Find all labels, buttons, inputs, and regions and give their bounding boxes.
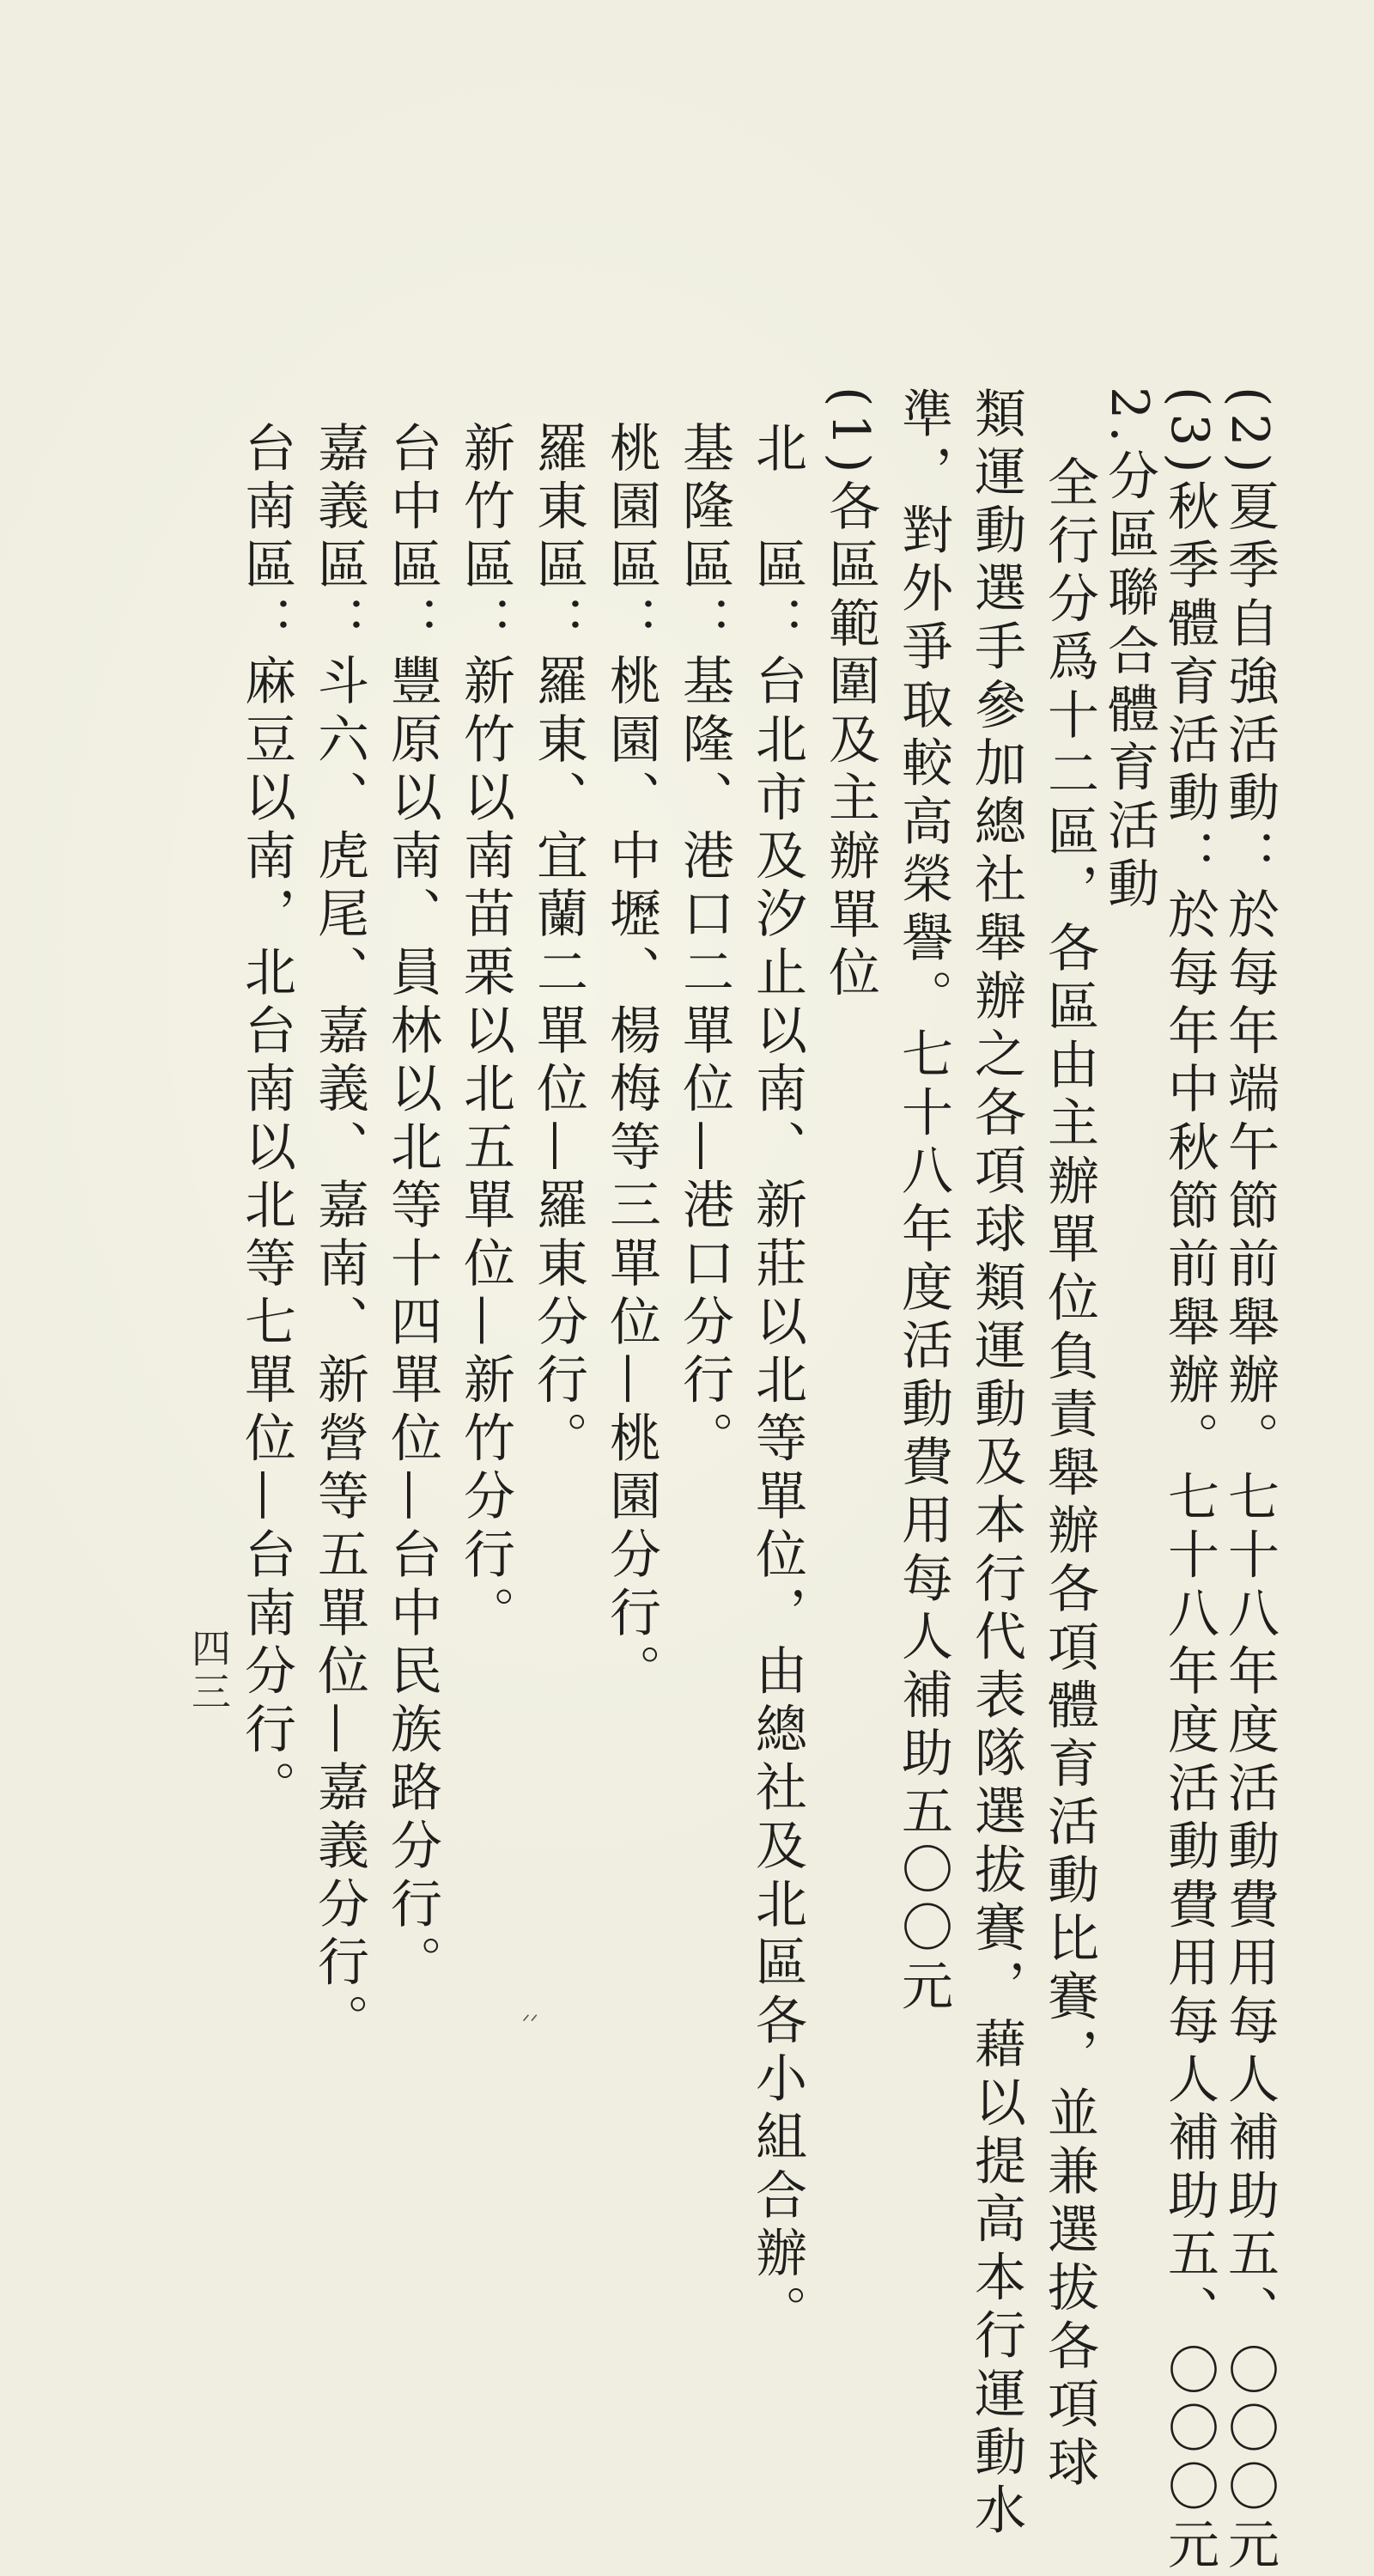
text-line-4: 全行分爲十二區，各區由主辦單位負責舉辦各項體育活動比賽，並兼選拔各項球	[1039, 455, 1099, 2494]
district-taichung: 台中區：豐原以南、員林以北等十四單位—台中民族路分行。	[382, 421, 442, 1994]
district-north: 北 區：台北市及汐止以南、新莊以北等單位，由總社及北區各小組合辦。	[747, 421, 807, 2343]
district-chiayi: 嘉義區：斗六、虎尾、嘉義、嘉南、新營等五單位—嘉義分行。	[309, 421, 369, 2052]
district-luodong: 羅東區：羅東、宜蘭二單位—羅東分行。	[528, 421, 588, 1470]
district-hsinchu: 新竹區：新竹以南苗栗以北五單位—新竹分行。	[455, 421, 515, 1644]
text-line-5: 類運動選手參加總社舉辦之各項球類運動及本行代表隊選拔賽，藉以提高本行運動水	[966, 387, 1026, 2542]
district-tainan: 台南區：麻豆以南，北台南以北等七單位—台南分行。	[236, 421, 296, 1819]
text-line-6: 準，對外爭取較高榮譽。七十八年度活動費用每人補助五〇〇元	[893, 387, 953, 2018]
page-number: 四三	[185, 1628, 232, 1715]
section-heading-2: 2.分區聯合體育活動	[1099, 387, 1159, 916]
paper-speck: ᐟᐟ	[522, 2012, 538, 2033]
text-line-2: (3)秋季體育活動：於每年中秋節前舉辦。七十八年度活動費用每人補助五、〇〇〇元	[1159, 387, 1219, 2576]
district-taoyuan: 桃園區：桃園、中壢、楊梅等三單位—桃園分行。	[601, 421, 661, 1702]
subsection-heading-1: (1)各區範圍及主辦單位	[820, 387, 880, 1004]
text-line-1: (2)夏季自強活動：於每年端午節前舉辦。七十八年度活動費用每人補助五、〇〇〇元	[1219, 387, 1280, 2576]
district-keelung: 基隆區：基隆、港口二單位—港口分行。	[674, 421, 734, 1470]
